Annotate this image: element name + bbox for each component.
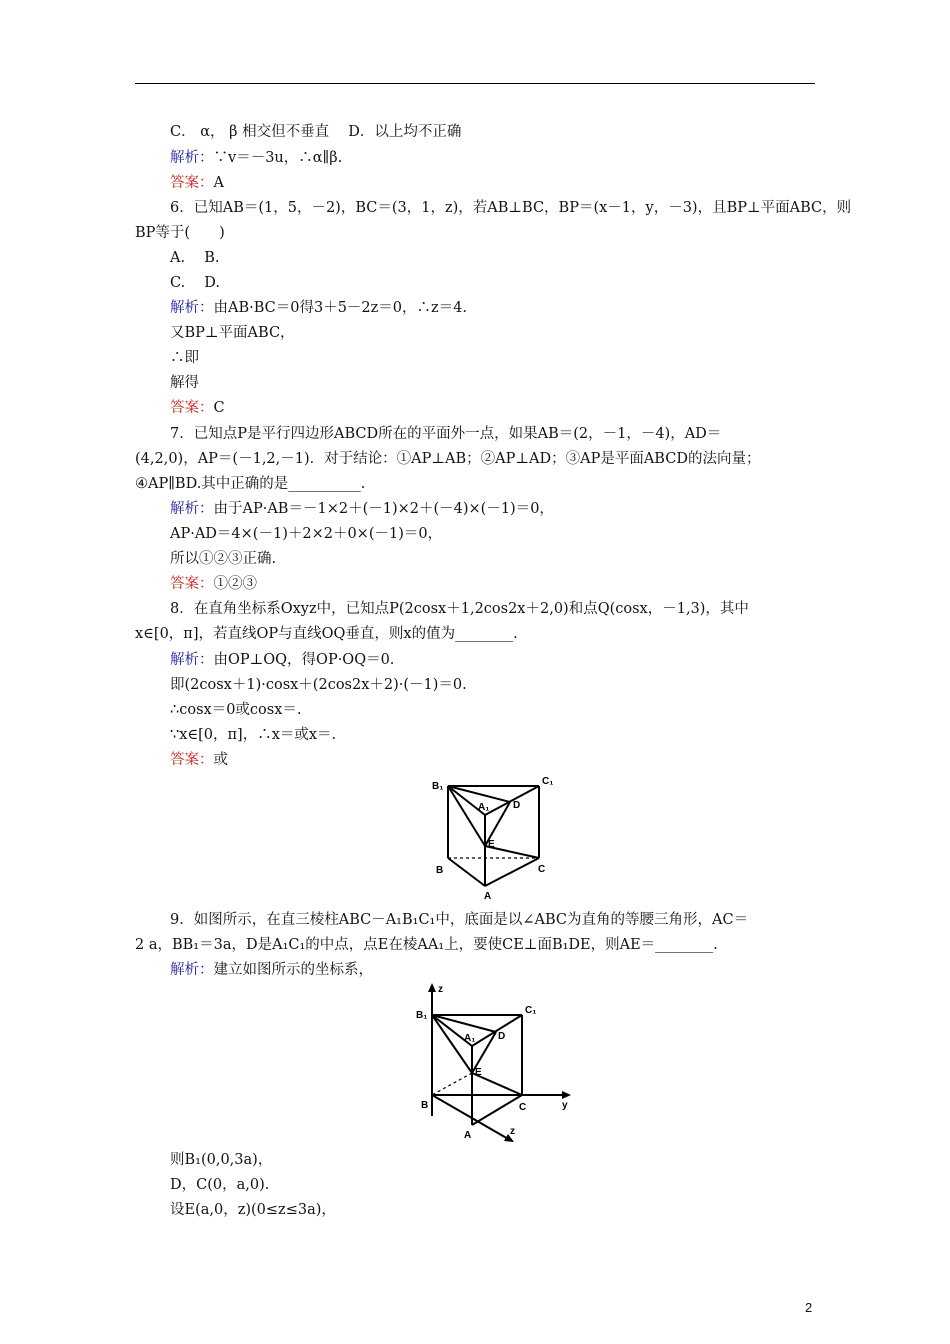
label-d: D <box>513 800 521 811</box>
label-a1: A₁ <box>478 802 490 813</box>
prism-figure-1 <box>428 774 558 902</box>
label-b: B <box>421 1100 429 1111</box>
edge-ac <box>485 858 539 886</box>
answer-text: C <box>213 400 225 416</box>
answer-text: ①②③ <box>213 576 257 592</box>
answer-7 <box>170 574 257 594</box>
question-7-line2: (4,2,0)，AP＝(－1,2,－1)．对于结论：①AP⊥AB；②AP⊥AD；③AP是平面ABCD的法向量； <box>135 451 761 467</box>
analysis-label: 解析： <box>170 150 214 166</box>
answer-label: 答案： <box>170 576 214 592</box>
analysis-9-line3: D，C(0，a,0). <box>170 1177 270 1193</box>
answer-5 <box>170 173 224 193</box>
label-x-axis: z <box>510 1126 515 1137</box>
label-a: A <box>484 891 492 902</box>
analysis-label: 解析： <box>170 501 214 517</box>
analysis-text: 建立如图所示的坐标系， <box>213 962 373 978</box>
label-b: B <box>436 865 444 876</box>
label-c: C <box>519 1102 527 1113</box>
edge-ab <box>448 858 485 886</box>
analysis-text: 由AB·BC＝0得3＋5－2z＝0，∴z＝4. <box>213 300 467 316</box>
edge-a1c1 <box>485 786 539 815</box>
answer-label: 答案： <box>170 752 214 768</box>
question-6-line1: 6．已知AB＝(1，5，－2)，BC＝(3，1，z)，若AB⊥BC，BP＝(x－1，y，－3)，且BP⊥平面ABC，则 <box>170 200 852 216</box>
analysis-6 <box>170 298 467 318</box>
analysis-6-line3: ∴即 <box>170 350 199 366</box>
analysis-7-line3: 所以①②③正确. <box>170 551 277 567</box>
z-axis-arrow <box>428 983 436 992</box>
analysis-6-line2: 又BP⊥平面ABC， <box>170 325 295 341</box>
analysis-9-line2: 则B₁(0,0,3a)， <box>170 1152 273 1168</box>
label-e: E <box>488 839 495 850</box>
question-8-line1: 8．在直角坐标系Oxyz中，已知点P(2cosx＋1,2cos2x＋2,0)和点Q(cosx，－1,3)，其中 <box>170 601 749 617</box>
prism-diagram-1 <box>428 774 558 902</box>
prism-diagram-2 <box>383 980 578 1148</box>
label-b1: B₁ <box>432 781 444 792</box>
question-9-line1: 9．如图所示，在直三棱柱ABC－A₁B₁C₁中，底面是以∠ABC为直角的等腰三角形，AC＝ <box>170 912 749 928</box>
answer-text: 或 <box>213 752 228 768</box>
answer-label: 答案： <box>170 400 214 416</box>
line-option-cd: C． α， β 相交但不垂直 D．以上均不正确 <box>170 124 462 140</box>
analysis-7 <box>170 499 554 519</box>
analysis-8-line3: ∴cosx＝0或cosx＝. <box>170 702 302 718</box>
question-7-line1: 7．已知点P是平行四边形ABCD所在的平面外一点，如果AB＝(2，－1，－4)，AD＝ <box>170 426 722 442</box>
edge-ac <box>472 1095 522 1125</box>
answer-6 <box>170 398 225 418</box>
analysis-8-line4: ∵x∈[0，π]，∴x＝或x＝. <box>170 727 337 743</box>
answer-label: 答案： <box>170 175 214 191</box>
analysis-text: ∵v＝－3u，∴α∥β. <box>213 150 343 166</box>
page-number: 2 <box>805 1300 813 1315</box>
analysis-label: 解析： <box>170 962 214 978</box>
hidden-edge <box>432 1073 472 1095</box>
analysis-5 <box>170 148 342 168</box>
y-axis-arrow <box>562 1091 571 1099</box>
question-6-options-ab: A. B. <box>170 250 220 266</box>
label-c1: C₁ <box>542 776 554 787</box>
header-rule <box>135 83 815 84</box>
label-a1: A₁ <box>464 1033 476 1044</box>
answer-text: A <box>213 175 224 191</box>
label-y: y <box>562 1100 568 1111</box>
question-6-line2: BP等于( ) <box>135 225 225 241</box>
question-9-line2: 2 a，BB₁＝3a，D是A₁C₁的中点，点E在棱AA₁上，要使CE⊥面B₁DE，则AE＝________. <box>135 937 718 953</box>
edge-a1c1 <box>472 1015 522 1046</box>
analysis-9 <box>170 960 373 980</box>
label-b1: B₁ <box>416 1010 428 1021</box>
analysis-7-line2: AP·AD＝4×(－1)＋2×2＋0×(－1)＝0， <box>170 526 443 542</box>
question-8-line2: x∈[0，π]，若直线OP与直线OQ垂直，则x的值为________. <box>135 626 518 642</box>
prism-figure-2 <box>383 980 578 1148</box>
analysis-label: 解析： <box>170 652 214 668</box>
label-z-top: z <box>438 984 443 995</box>
label-d: D <box>498 1031 506 1042</box>
label-a: A <box>464 1130 472 1141</box>
label-c1: C₁ <box>525 1005 537 1016</box>
question-6-options-cd: C. D. <box>170 275 221 291</box>
analysis-9-line4: 设E(a,0，z)(0≤z≤3a)， <box>170 1202 336 1218</box>
analysis-text: 由OP⊥OQ，得OP·OQ＝0. <box>213 652 395 668</box>
analysis-text: 由于AP·AB＝－1×2＋(－1)×2＋(－4)×(－1)＝0， <box>213 501 554 517</box>
label-e: E <box>475 1067 482 1078</box>
label-c: C <box>538 864 546 875</box>
analysis-label: 解析： <box>170 300 214 316</box>
analysis-8 <box>170 650 394 670</box>
question-7-line3: ④AP∥BD.其中正确的是__________. <box>135 476 366 492</box>
analysis-6-line4: 解得 <box>170 375 199 391</box>
answer-8 <box>170 750 228 770</box>
analysis-8-line2: 即(2cosx＋1)·cosx＋(2cos2x＋2)·(－1)＝0. <box>170 677 467 693</box>
